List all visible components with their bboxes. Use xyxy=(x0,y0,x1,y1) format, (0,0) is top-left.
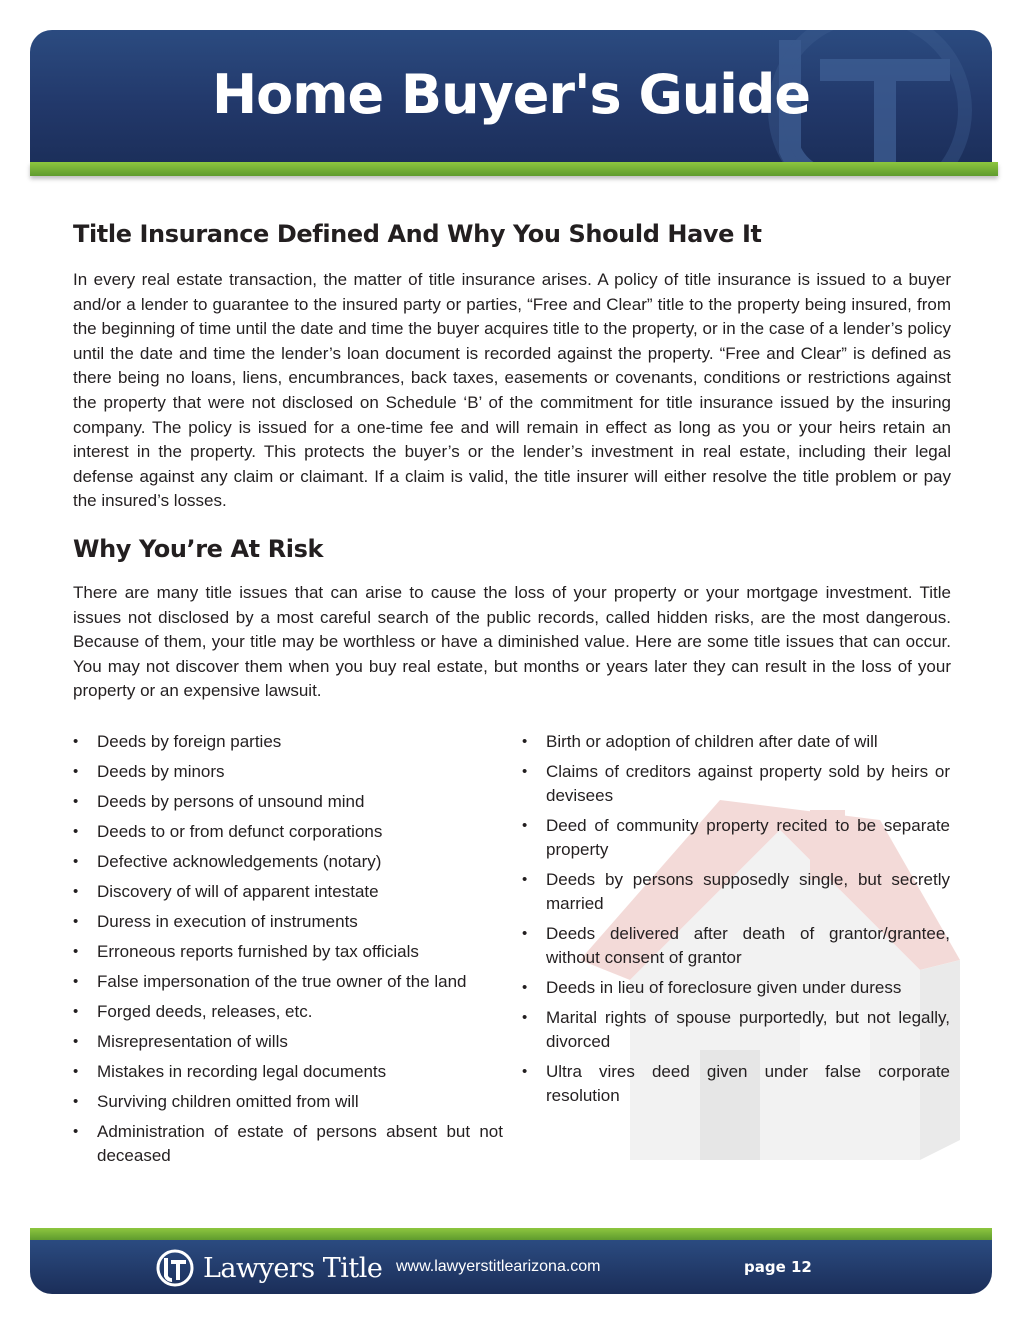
list-item-text: Deeds by persons of unsound mind xyxy=(97,792,365,811)
bullet-icon: • xyxy=(73,1123,79,1140)
list-item-text: Forged deeds, releases, etc. xyxy=(97,1002,313,1021)
list-item xyxy=(73,880,503,904)
bullet-icon: • xyxy=(73,973,79,990)
list-item xyxy=(73,1060,503,1084)
list-item xyxy=(522,922,950,970)
list-item-text: Deeds to or from defunct corporations xyxy=(97,822,383,841)
list-item xyxy=(522,868,950,916)
list-item xyxy=(73,790,503,814)
risk-list-left xyxy=(73,730,503,1174)
bullet-icon: • xyxy=(522,871,528,888)
footer-url: www.lawyerstitlearizona.com xyxy=(396,1258,601,1275)
list-item xyxy=(73,970,503,994)
bullet-icon: • xyxy=(522,979,528,996)
bullet-icon: • xyxy=(73,733,79,750)
list-item-text: Deeds delivered after death of grantor/grantee, without consent of grantor xyxy=(546,924,950,967)
bullet-icon: • xyxy=(73,913,79,930)
bullet-icon: • xyxy=(73,853,79,870)
list-item xyxy=(522,760,950,808)
list-item xyxy=(73,1000,503,1024)
logo-text: Lawyers Title xyxy=(203,1252,383,1284)
bullet-icon: • xyxy=(73,1033,79,1050)
list-item xyxy=(73,820,503,844)
lawyers-title-logo xyxy=(155,1247,382,1289)
section-heading-title-insurance: Title Insurance Defined And Why You Should Have It xyxy=(73,220,762,248)
bullet-icon: • xyxy=(522,925,528,942)
list-item xyxy=(73,1030,503,1054)
list-item xyxy=(73,760,503,784)
list-item-text: Misrepresentation of wills xyxy=(97,1032,288,1051)
list-item xyxy=(522,730,950,754)
bullet-icon: • xyxy=(73,763,79,780)
list-item-text: Claims of creditors against property sold by heirs or devisees xyxy=(546,762,950,805)
list-item-text: Duress in execution of instruments xyxy=(97,912,358,931)
bullet-icon: • xyxy=(73,793,79,810)
bullet-icon: • xyxy=(522,1009,528,1026)
bullet-icon: • xyxy=(522,733,528,750)
list-item xyxy=(73,1090,503,1114)
bullet-icon: • xyxy=(73,943,79,960)
list-item-text: Ultra vires deed given under false corporate resolution xyxy=(546,1062,950,1105)
list-item xyxy=(73,730,503,754)
list-item-text: Discovery of will of apparent intestate xyxy=(97,882,379,901)
lawyers-title-logo-icon xyxy=(155,1248,195,1288)
list-item xyxy=(73,910,503,934)
bullet-icon: • xyxy=(522,1063,528,1080)
section-heading-risk: Why You’re At Risk xyxy=(73,535,324,563)
header-divider xyxy=(30,162,998,176)
list-item-text: Defective acknowledgements (notary) xyxy=(97,852,382,871)
bullet-icon: • xyxy=(73,1093,79,1110)
list-item xyxy=(73,1120,503,1168)
section-body-title-insurance: In every real estate transaction, the matter of title insurance arises. A policy of title insurance is issued to a buyer and/or a lender to guarantee to the insured party or parties, “Free and Clear” title to the property being insured, from the beginning of time until the date and time the buyer acquires title to the property, or in the case of a lender’s policy until the date and time the lender’s loan document is recorded against the property. “Free and Clear” is defined as there being no loans, liens, encumbrances, back taxes, easements or covenants, conditions or restrictions against the property that were not disclosed on Schedule ‘B’ of the commitment for title insurance issued by the insuring company. The policy is issued for a one-time fee and will remain in effect as long as you or your heirs retain an interest in the property. This protects the buyer’s or the lender’s investment in real estate, including their legal defense against any claim or claimant. If a claim is valid, the title insurer will either resolve the title problem or pay the insured’s losses. xyxy=(73,270,951,511)
bullet-icon: • xyxy=(73,1063,79,1080)
list-item-text: False impersonation of the true owner of the land xyxy=(97,972,467,991)
bullet-icon: • xyxy=(522,817,528,834)
list-item xyxy=(522,1060,950,1108)
list-item-text: Erroneous reports furnished by tax officials xyxy=(97,942,419,961)
risk-list-right xyxy=(522,730,950,1114)
bullet-icon: • xyxy=(522,763,528,780)
list-item-text: Deed of community property recited to be separate property xyxy=(546,816,950,859)
list-item-text: Mistakes in recording legal documents xyxy=(97,1062,387,1081)
bullet-icon: • xyxy=(73,883,79,900)
bullet-icon: • xyxy=(73,823,79,840)
section-body-risk: There are many title issues that can arise to cause the loss of your property or your mortgage investment. Title issues not disclosed by a most careful search of the public records, called hidden risks, are the most dangerous. Because of them, your title may be worthless or have a diminished value. Here are some title issues that can occur. You may not discover them when you buy real estate, but months or years later they can result in the loss of your property or an expensive lawsuit. xyxy=(73,583,951,701)
list-item xyxy=(522,976,950,1000)
footer-divider xyxy=(30,1228,992,1240)
page-number: page 12 xyxy=(744,1258,812,1276)
list-item-text: Marital rights of spouse purportedly, but not legally, divorced xyxy=(546,1008,950,1051)
list-item-text: Deeds in lieu of foreclosure given under duress xyxy=(546,978,902,997)
list-item-text: Deeds by persons supposedly single, but secretly married xyxy=(546,870,950,913)
header-banner xyxy=(30,30,992,168)
bullet-icon: • xyxy=(73,1003,79,1020)
list-item-text: Deeds by foreign parties xyxy=(97,732,282,751)
list-item-text: Birth or adoption of children after date of will xyxy=(546,732,878,751)
list-item xyxy=(73,850,503,874)
list-item xyxy=(522,814,950,862)
list-item-text: Administration of estate of persons absent but not deceased xyxy=(97,1122,503,1165)
page-title: Home Buyer's Guide xyxy=(211,63,811,126)
list-item-text: Surviving children omitted from will xyxy=(97,1092,359,1111)
list-item-text: Deeds by minors xyxy=(97,762,225,781)
list-item xyxy=(522,1006,950,1054)
list-item xyxy=(73,940,503,964)
